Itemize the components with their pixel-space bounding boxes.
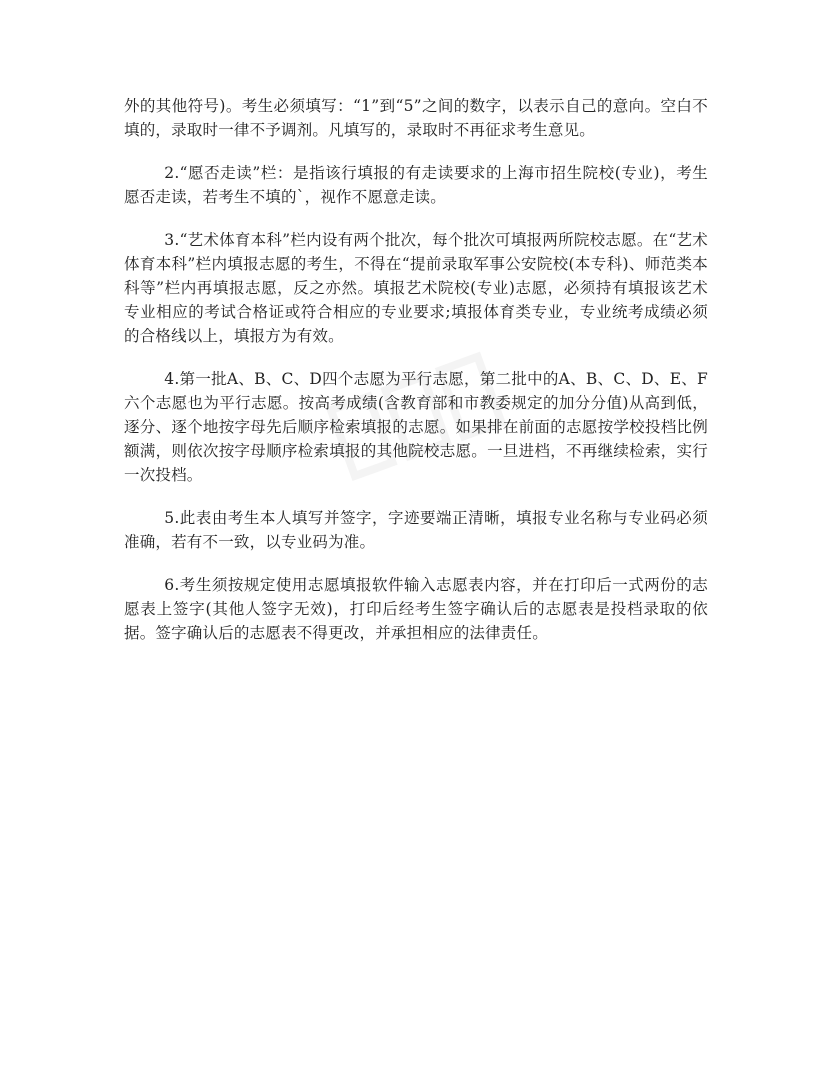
paragraph-item-4: 4.第一批A、B、C、D四个志愿为平行志愿，第二批中的A、B、C、D、E、F六个志愿也为平行志愿。按高考成绩(含教育部和市教委规定的加分分值)从高到低，逐分、逐个地按字母先后顺序检索填报的志愿。如果排在前面的志愿按学校投档比例额满，则依次按字母顺序检索填报的其他院校志愿。一旦进档，不再继续检索，实行一次投档。 — [124, 370, 708, 484]
paragraph-continuation: 外的其他符号)。考生必须填写：“1”到“5”之间的数字，以表示自己的意向。空白不填的，录取时一律不予调剂。凡填写的，录取时不再征求考生意见。 — [124, 97, 708, 139]
paragraph-item-2: 2.“愿否走读”栏：是指该行填报的有走读要求的上海市招生院校(专业)，考生愿否走读，若考生不填的`，视作不愿意走读。 — [124, 164, 708, 206]
paragraph-item-6: 6.考生须按规定使用志愿填报软件输入志愿表内容，并在打印后一式两份的志愿表上签字(其他人签字无效)，打印后经考生签字确认后的志愿表是投档录取的依据。签字确认后的志愿表不得更改，并承担相应的法律责任。 — [124, 576, 708, 642]
paragraph-item-5: 5.此表由考生本人填写并签字，字迹要端正清晰，填报专业名称与专业码必须准确，若有不一致，以专业码为准。 — [124, 509, 708, 551]
document-body — [124, 94, 708, 664]
paragraph-item-3: 3.“艺术体育本科”栏内设有两个批次，每个批次可填报两所院校志愿。在“艺术体育本科”栏内填报志愿的考生，不得在“提前录取军事公安院校(本专科)、师范类本科等”栏内再填报志愿，反之亦然。填报艺术院校(专业)志愿，必须持有填报该艺术专业相应的考试合格证或符合相应的专业要求;填报体育类专业，专业统考成绩必须的合格线以上，填报方为有效。 — [124, 231, 708, 345]
